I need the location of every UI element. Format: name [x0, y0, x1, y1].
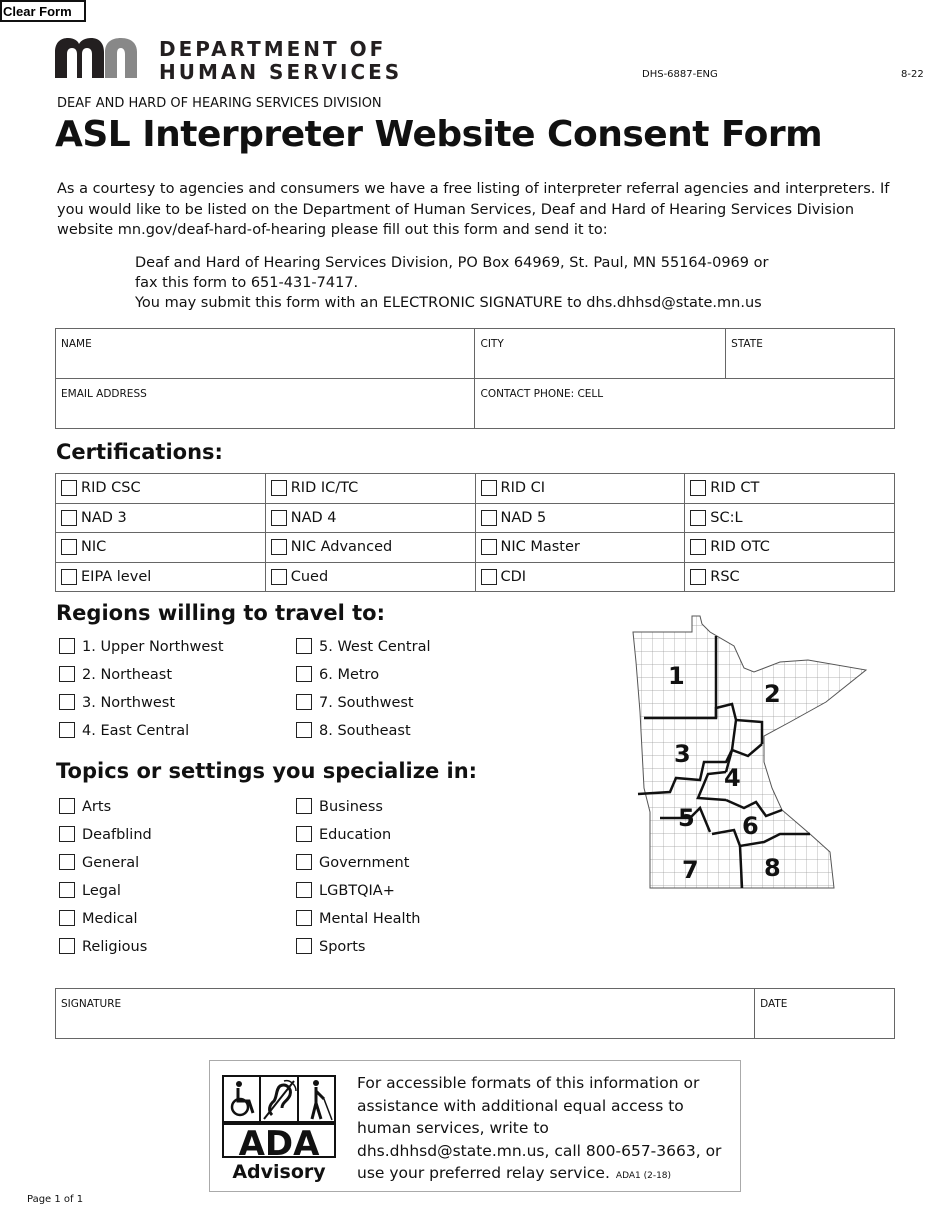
cert-cell[interactable]	[475, 503, 685, 533]
cert-cell[interactable]	[56, 503, 266, 533]
topic-label: Medical	[82, 911, 138, 927]
checkbox[interactable]	[296, 938, 312, 954]
region-label: 8. Southeast	[319, 723, 411, 739]
cert-cell[interactable]	[685, 533, 895, 563]
cert-label: NIC Master	[500, 539, 580, 556]
ada-text-body: For accessible formats of this information or assistance with additional equal access to human services, write to dhs.dhhsd@state.mn.us, call 800-657-3663, or use your preferred relay service.	[357, 1074, 722, 1182]
cert-label: NAD 3	[81, 509, 127, 526]
checkbox[interactable]	[296, 854, 312, 870]
topic-label: Mental Health	[319, 911, 421, 927]
ada-code: ADA1 (2-18)	[615, 1171, 672, 1181]
cert-label: Cued	[290, 568, 329, 585]
topic-option[interactable]	[59, 881, 121, 901]
cert-label: RID CI	[500, 480, 546, 497]
checkbox[interactable]	[296, 826, 312, 842]
phone-cell	[475, 379, 895, 429]
topic-option[interactable]	[296, 797, 383, 817]
email-input[interactable]	[61, 401, 469, 420]
cert-cell[interactable]	[56, 562, 266, 592]
email-label: EMAIL ADDRESS	[61, 388, 147, 400]
topic-option[interactable]	[296, 825, 391, 845]
checkbox[interactable]	[59, 798, 75, 814]
checkbox[interactable]	[61, 539, 77, 555]
map-label-8: 8	[764, 854, 781, 882]
cert-label: RSC	[710, 568, 740, 585]
topic-label: LGBTQIA+	[319, 883, 395, 899]
region-option[interactable]	[296, 665, 379, 685]
checkbox[interactable]	[296, 882, 312, 898]
checkbox[interactable]	[481, 539, 497, 555]
topic-label: Religious	[82, 939, 148, 955]
email-cell	[56, 379, 475, 429]
map-label-3: 3	[674, 740, 691, 768]
cert-cell[interactable]	[475, 562, 685, 592]
region-label: 1. Upper Northwest	[82, 639, 224, 655]
checkbox[interactable]	[296, 910, 312, 926]
page-title: ASL Interpreter Website Consent Form	[55, 114, 823, 155]
state-input[interactable]	[731, 351, 889, 370]
phone-label: CONTACT PHONE: CELL	[480, 388, 604, 400]
cert-label: NIC	[81, 539, 107, 556]
topic-option[interactable]	[59, 797, 111, 817]
map-label-5: 5	[678, 804, 695, 832]
checkbox[interactable]	[296, 666, 312, 682]
address-line3: You may submit this form with an ELECTRONIC SIGNATURE to dhs.dhhsd@state.mn.us	[135, 295, 762, 311]
checkbox[interactable]	[690, 510, 706, 526]
cert-cell[interactable]	[475, 474, 685, 504]
checkbox[interactable]	[296, 694, 312, 710]
logo-line2: HUMAN SERVICES	[159, 60, 403, 84]
address-line1: Deaf and Hard of Hearing Services Division, PO Box 64969, St. Paul, MN 55164-0969 or	[135, 255, 769, 271]
ada-logo-word: ADA	[238, 1124, 320, 1164]
topics-heading: Topics or settings you specialize in:	[56, 759, 478, 783]
intro-paragraph: As a courtesy to agencies and consumers we have a free listing of interpreter referral agencies and interpreters. If you would like to be listed on the Department of Human Services, Deaf and Hard of Hearing Services Division website mn.gov/deaf-hard-of-hearing please fill out this form and send it to:	[57, 181, 890, 238]
checkbox[interactable]	[296, 722, 312, 738]
checkbox[interactable]	[690, 480, 706, 496]
date-input[interactable]	[760, 1011, 889, 1030]
checkbox[interactable]	[690, 569, 706, 585]
region-option[interactable]	[296, 693, 414, 713]
city-input[interactable]	[480, 351, 720, 370]
cert-label: NAD 4	[290, 509, 337, 526]
name-cell	[56, 329, 475, 379]
clear-form-button[interactable]: Clear Form	[0, 0, 86, 22]
dhs-logo	[55, 38, 147, 80]
checkbox[interactable]	[271, 539, 287, 555]
certifications-heading: Certifications:	[56, 440, 223, 464]
cert-label: RID CT	[710, 480, 760, 497]
map-label-6: 6	[742, 812, 759, 840]
topic-option[interactable]	[296, 881, 395, 901]
page-number: Page 1 of 1	[27, 1194, 84, 1205]
certifications-table	[55, 473, 895, 592]
region-label: 4. East Central	[82, 723, 190, 739]
region-option[interactable]	[296, 637, 431, 657]
signature-cell	[56, 989, 755, 1039]
cert-cell[interactable]	[265, 562, 475, 592]
date-cell	[755, 989, 895, 1039]
topic-option[interactable]	[296, 937, 365, 957]
topic-label: Government	[319, 855, 410, 871]
signature-input[interactable]	[61, 1011, 749, 1030]
checkbox[interactable]	[61, 569, 77, 585]
regions-heading: Regions willing to travel to:	[56, 601, 385, 625]
topic-label: Business	[319, 799, 383, 815]
cert-label: CDI	[500, 568, 527, 585]
topic-option[interactable]	[59, 909, 138, 929]
cert-label: SC:L	[710, 509, 743, 526]
checkbox[interactable]	[271, 480, 287, 496]
region-label: 7. Southwest	[319, 695, 414, 711]
state-label: STATE	[731, 338, 763, 350]
cert-label: NIC Advanced	[290, 539, 393, 556]
checkbox[interactable]	[59, 638, 75, 654]
revision-date: 8-22	[901, 69, 924, 80]
checkbox[interactable]	[59, 938, 75, 954]
cert-label: RID IC/TC	[290, 480, 359, 497]
logo-text	[159, 38, 402, 84]
checkbox[interactable]	[690, 539, 706, 555]
topic-label: Sports	[319, 939, 366, 955]
checkbox[interactable]	[296, 798, 312, 814]
cert-cell[interactable]	[265, 474, 475, 504]
cert-cell[interactable]	[265, 533, 475, 563]
region-option[interactable]	[59, 693, 175, 713]
cert-cell[interactable]	[475, 533, 685, 563]
checkbox[interactable]	[61, 510, 77, 526]
region-option[interactable]	[59, 721, 189, 741]
checkbox[interactable]	[271, 569, 287, 585]
ada-advisory-text	[357, 1072, 737, 1188]
checkbox[interactable]	[296, 638, 312, 654]
division-name: DEAF AND HARD OF HEARING SERVICES DIVISION	[57, 96, 382, 111]
city-cell	[475, 329, 726, 379]
topic-option[interactable]	[59, 853, 139, 873]
name-label: NAME	[61, 338, 92, 350]
checkbox[interactable]	[61, 480, 77, 496]
city-label: CITY	[480, 338, 504, 350]
topic-option[interactable]	[59, 825, 152, 845]
cert-cell[interactable]	[56, 533, 266, 563]
ada-logo-subword: Advisory	[232, 1161, 326, 1183]
map-label-7: 7	[682, 856, 699, 884]
state-cell	[726, 329, 895, 379]
cert-label: RID OTC	[710, 539, 770, 556]
minnesota-regions-map	[630, 612, 870, 892]
cert-label: RID CSC	[81, 480, 141, 497]
cert-cell[interactable]	[56, 474, 266, 504]
region-label: 6. Metro	[319, 667, 380, 683]
topic-label: Education	[319, 827, 392, 843]
region-label: 3. Northwest	[82, 695, 176, 711]
checkbox[interactable]	[481, 569, 497, 585]
map-label-4: 4	[724, 764, 741, 792]
signature-label: SIGNATURE	[61, 998, 122, 1010]
checkbox[interactable]	[59, 882, 75, 898]
ada-advisory-logo	[222, 1075, 336, 1185]
logo-line1: DEPARTMENT OF	[159, 37, 387, 61]
topic-label: General	[82, 855, 140, 871]
checkbox[interactable]	[59, 694, 75, 710]
map-label-1: 1	[668, 662, 685, 690]
topic-option[interactable]	[296, 853, 409, 873]
topic-option[interactable]	[59, 937, 147, 957]
mailing-address	[135, 253, 768, 313]
cert-cell[interactable]	[265, 503, 475, 533]
topic-label: Legal	[82, 883, 121, 899]
name-input[interactable]	[61, 351, 469, 370]
checkbox[interactable]	[271, 510, 287, 526]
region-option[interactable]	[59, 637, 224, 657]
phone-input[interactable]	[480, 401, 889, 420]
map-label-2: 2	[764, 680, 781, 708]
cert-label: NAD 5	[500, 509, 547, 526]
checkbox[interactable]	[59, 910, 75, 926]
checkbox[interactable]	[481, 480, 497, 496]
contact-fields-table	[55, 328, 895, 429]
region-label: 2. Northeast	[82, 667, 173, 683]
cert-cell[interactable]	[685, 503, 895, 533]
cert-cell[interactable]	[685, 474, 895, 504]
topic-option[interactable]	[296, 909, 420, 929]
checkbox[interactable]	[59, 854, 75, 870]
region-label: 5. West Central	[319, 639, 431, 655]
cert-label: EIPA level	[81, 568, 152, 585]
cert-cell[interactable]	[685, 562, 895, 592]
checkbox[interactable]	[59, 826, 75, 842]
signature-table	[55, 988, 895, 1039]
region-option[interactable]	[296, 721, 411, 741]
date-label: DATE	[760, 998, 788, 1010]
region-option[interactable]	[59, 665, 172, 685]
checkbox[interactable]	[481, 510, 497, 526]
topic-label: Deafblind	[82, 827, 152, 843]
checkbox[interactable]	[59, 666, 75, 682]
checkbox[interactable]	[59, 722, 75, 738]
topic-label: Arts	[82, 799, 112, 815]
form-number: DHS-6887-ENG	[642, 69, 718, 80]
address-line2: fax this form to 651-431-7417.	[135, 275, 359, 291]
